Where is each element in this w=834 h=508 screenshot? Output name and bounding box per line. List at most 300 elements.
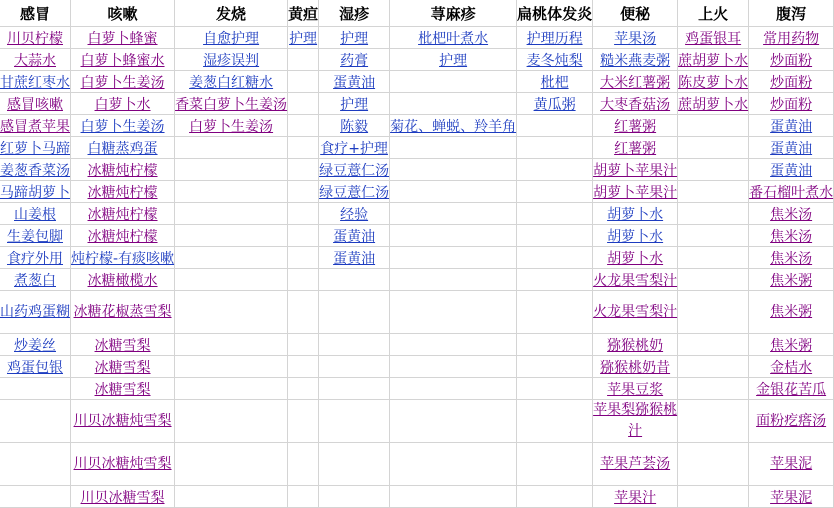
table-cell — [175, 71, 288, 93]
remedy-link[interactable]: 苹果豆浆 — [607, 381, 664, 398]
remedy-link[interactable]: 冰糖炖柠檬 — [87, 206, 158, 223]
remedy-link[interactable]: 白萝卜生姜汤 — [189, 118, 274, 135]
table-cell — [678, 486, 749, 508]
table-cell — [71, 356, 175, 378]
table-row — [0, 203, 834, 225]
remedy-link[interactable]: 马蹄胡萝卜 — [0, 184, 70, 201]
remedy-link[interactable]: 蛋黄油 — [333, 74, 376, 91]
table-cell — [288, 378, 319, 400]
table-cell — [390, 159, 517, 181]
remedy-link[interactable]: 胡萝卜苹果汁 — [593, 184, 678, 201]
remedy-link[interactable]: 冰糖花椒蒸雪梨 — [73, 303, 172, 320]
table-cell — [288, 400, 319, 443]
remedy-link[interactable]: 胡萝卜水 — [607, 206, 664, 223]
table-cell — [0, 49, 71, 71]
table-cell — [517, 378, 593, 400]
table-cell — [319, 291, 390, 334]
table-cell — [517, 334, 593, 356]
table-cell — [288, 27, 319, 49]
table-row — [0, 334, 834, 356]
table-row — [0, 269, 834, 291]
table-cell — [319, 203, 390, 225]
remedy-link[interactable]: 川贝冰糖雪梨 — [80, 489, 165, 506]
table-cell — [678, 49, 749, 71]
table-cell — [749, 181, 834, 203]
remedy-link[interactable]: 山药鸡蛋糊 — [0, 303, 70, 320]
remedy-link[interactable]: 煮葱白 — [14, 272, 56, 289]
table-cell — [593, 247, 678, 269]
remedy-link[interactable]: 金桔水 — [770, 359, 813, 376]
table-cell — [71, 93, 175, 115]
table-cell — [593, 71, 678, 93]
table-cell — [288, 181, 319, 203]
remedy-link[interactable]: 焦米汤 — [770, 228, 813, 245]
table-cell — [288, 203, 319, 225]
table-cell — [71, 49, 175, 71]
table-cell — [175, 115, 288, 137]
remedy-link[interactable]: 冰糖炖柠檬 — [87, 184, 158, 201]
table-row — [0, 378, 834, 400]
table-cell — [319, 115, 390, 137]
table-cell — [288, 71, 319, 93]
table-cell — [319, 93, 390, 115]
remedy-link[interactable]: 护理 — [340, 96, 369, 113]
table-cell — [749, 378, 834, 400]
table-cell — [175, 400, 288, 443]
table-cell — [319, 269, 390, 291]
table-cell — [319, 49, 390, 71]
remedy-link[interactable]: 焦米粥 — [770, 303, 813, 320]
table-cell — [517, 49, 593, 71]
table-cell — [71, 269, 175, 291]
table-cell — [288, 291, 319, 334]
remedy-link[interactable]: 湿疹误判 — [203, 52, 260, 69]
remedy-link[interactable]: 姜葱白红糖水 — [189, 74, 274, 91]
table-cell — [390, 291, 517, 334]
table-cell — [390, 181, 517, 203]
table-cell — [749, 71, 834, 93]
table-cell — [593, 291, 678, 334]
remedy-link[interactable]: 食疗外用 — [7, 250, 63, 267]
table-cell — [319, 181, 390, 203]
remedy-link[interactable]: 炒面粉 — [770, 96, 813, 113]
table-cell — [390, 137, 517, 159]
table-cell — [593, 137, 678, 159]
table-row — [0, 291, 834, 334]
table-cell — [678, 115, 749, 137]
table-cell — [593, 400, 678, 443]
table-cell — [749, 203, 834, 225]
remedy-link[interactable]: 面粉疙瘩汤 — [756, 412, 827, 429]
remedy-link[interactable]: 番石榴叶煮水 — [749, 184, 834, 201]
table-cell — [749, 49, 834, 71]
remedy-link[interactable]: 枇杷叶煮水 — [418, 30, 489, 47]
table-cell — [0, 93, 71, 115]
table-cell — [517, 400, 593, 443]
table-cell — [678, 247, 749, 269]
table-cell — [319, 356, 390, 378]
table-cell — [678, 356, 749, 378]
remedy-link[interactable]: 火龙果雪梨汁 — [593, 303, 678, 320]
remedy-link[interactable]: 川贝冰糖炖雪梨 — [73, 455, 172, 472]
remedy-link[interactable]: 护理历程 — [526, 30, 583, 47]
table-cell — [175, 225, 288, 247]
remedy-link[interactable]: 红萝卜马蹄 — [0, 140, 70, 157]
table-cell — [678, 269, 749, 291]
table-cell — [390, 400, 517, 443]
table-cell — [749, 159, 834, 181]
table-cell — [593, 356, 678, 378]
remedy-link[interactable]: 焦米粥 — [770, 272, 813, 289]
table-cell — [0, 181, 71, 203]
column-header: 咳嗽 — [71, 0, 175, 27]
remedy-link[interactable]: 大枣香菇汤 — [600, 96, 671, 113]
remedy-link[interactable]: 炒面粉 — [770, 52, 813, 69]
remedy-link[interactable]: 苹果泥 — [770, 489, 813, 506]
remedy-link[interactable]: 陈皮萝卜水 — [678, 74, 749, 91]
table-cell — [71, 137, 175, 159]
table-cell — [175, 49, 288, 71]
table-cell — [0, 269, 71, 291]
table-cell — [288, 159, 319, 181]
table-cell — [288, 334, 319, 356]
table-cell — [175, 443, 288, 486]
table-cell — [749, 334, 834, 356]
table-cell — [71, 334, 175, 356]
remedy-link[interactable]: 苹果梨猕猴桃汁 — [593, 402, 678, 439]
table-cell — [288, 247, 319, 269]
remedy-link[interactable]: 胡萝卜苹果汁 — [593, 162, 678, 179]
remedy-link[interactable]: 鸡蛋银耳 — [685, 30, 742, 47]
remedy-link[interactable]: 焦米粥 — [770, 337, 813, 354]
table-cell — [390, 334, 517, 356]
column-header: 扁桃体发炎 — [517, 0, 593, 27]
remedy-link[interactable]: 苹果泥 — [770, 455, 813, 472]
remedy-link[interactable]: 鸡蛋包银 — [7, 359, 63, 376]
table-cell — [749, 356, 834, 378]
remedy-link[interactable]: 冰糖雪梨 — [94, 359, 151, 376]
table-cell — [0, 159, 71, 181]
table-cell — [175, 93, 288, 115]
table-cell — [71, 247, 175, 269]
remedy-link[interactable]: 护理 — [289, 30, 318, 47]
table-row — [0, 137, 834, 159]
table-cell — [390, 71, 517, 93]
table-row — [0, 115, 834, 137]
table-cell — [175, 356, 288, 378]
table-cell — [593, 225, 678, 247]
table-cell — [517, 247, 593, 269]
table-cell — [678, 225, 749, 247]
remedy-link[interactable]: 苹果汁 — [614, 489, 657, 506]
table-cell — [175, 486, 288, 508]
table-cell — [288, 269, 319, 291]
remedy-link[interactable]: 白萝卜生姜汤 — [80, 118, 165, 135]
table-cell — [390, 27, 517, 49]
remedy-link[interactable]: 胡萝卜水 — [607, 250, 664, 267]
table-cell — [319, 334, 390, 356]
table-cell — [678, 181, 749, 203]
table-cell — [319, 225, 390, 247]
remedy-link[interactable]: 大蒜水 — [14, 52, 56, 69]
table-cell — [319, 27, 390, 49]
column-header: 感冒 — [0, 0, 71, 27]
table-cell — [390, 203, 517, 225]
table-cell — [390, 225, 517, 247]
table-cell — [593, 49, 678, 71]
remedy-link[interactable]: 猕猴桃奶 — [607, 337, 664, 354]
table-row — [0, 443, 834, 486]
table-row — [0, 27, 834, 49]
table-cell — [390, 486, 517, 508]
remedy-link[interactable]: 蛋黄油 — [333, 228, 376, 245]
table-cell — [71, 181, 175, 203]
remedy-link[interactable]: 冰糖炖柠檬 — [87, 162, 158, 179]
table-cell — [749, 269, 834, 291]
table-cell — [0, 291, 71, 334]
header-row — [0, 0, 834, 27]
table-cell — [71, 378, 175, 400]
table-cell — [593, 181, 678, 203]
remedy-link[interactable]: 冰糖橄榄水 — [87, 272, 158, 289]
remedy-link[interactable]: 白萝卜水 — [94, 96, 151, 113]
remedy-link[interactable]: 胡萝卜水 — [607, 228, 664, 245]
remedy-link[interactable]: 冰糖雪梨 — [94, 337, 151, 354]
table-cell — [749, 27, 834, 49]
remedy-link[interactable]: 绿豆薏仁汤 — [319, 184, 390, 201]
remedy-link[interactable]: 自愈护理 — [203, 30, 260, 47]
remedy-link[interactable]: 陈毅 — [340, 118, 369, 135]
remedy-link[interactable]: 川贝柠檬 — [7, 30, 63, 47]
table-cell — [319, 247, 390, 269]
table-cell — [517, 225, 593, 247]
table-cell — [749, 400, 834, 443]
table-cell — [319, 159, 390, 181]
table-cell — [0, 247, 71, 269]
remedy-link[interactable]: 白糖蒸鸡蛋 — [87, 140, 158, 157]
table-cell — [319, 400, 390, 443]
table-cell — [390, 378, 517, 400]
remedy-link[interactable]: 红薯粥 — [614, 118, 657, 135]
table-cell — [678, 443, 749, 486]
table-cell — [0, 356, 71, 378]
remedy-link[interactable]: 苹果芦荟汤 — [600, 455, 671, 472]
table-cell — [0, 137, 71, 159]
remedy-link[interactable]: 感冒咳嗽 — [7, 96, 63, 113]
table-cell — [517, 71, 593, 93]
remedy-link[interactable]: 火龙果雪梨汁 — [593, 272, 678, 289]
remedy-link[interactable]: 感冒煮苹果 — [0, 118, 70, 135]
table-cell — [288, 486, 319, 508]
table-cell — [678, 137, 749, 159]
remedy-link[interactable]: 山姜根 — [14, 206, 56, 223]
table-cell — [71, 71, 175, 93]
remedy-link[interactable]: 香菜白萝卜生姜汤 — [175, 96, 288, 113]
table-cell — [390, 356, 517, 378]
table-cell — [71, 486, 175, 508]
table-cell — [288, 225, 319, 247]
remedy-link[interactable]: 炒面粉 — [770, 74, 813, 91]
table-cell — [0, 225, 71, 247]
remedy-link[interactable]: 大米红薯粥 — [600, 74, 671, 91]
remedy-link[interactable]: 枇杷 — [540, 74, 569, 91]
table-cell — [749, 291, 834, 334]
remedy-link[interactable]: 菊花、蝉蜕、羚羊角 — [390, 118, 517, 135]
table-cell — [517, 291, 593, 334]
table-cell — [517, 486, 593, 508]
table-cell — [175, 291, 288, 334]
table-cell — [678, 400, 749, 443]
table-cell — [319, 486, 390, 508]
table-cell — [517, 181, 593, 203]
table-row — [0, 356, 834, 378]
remedy-link[interactable]: 护理 — [439, 52, 468, 69]
table-cell — [71, 203, 175, 225]
table-cell — [71, 443, 175, 486]
table-cell — [749, 137, 834, 159]
table-cell — [390, 49, 517, 71]
remedy-link[interactable]: 冰糖雪梨 — [94, 381, 151, 398]
remedy-link[interactable]: 姜葱香菜汤 — [0, 162, 70, 179]
remedy-link[interactable]: 蛋黄油 — [770, 162, 813, 179]
table-cell — [175, 203, 288, 225]
table-cell — [517, 93, 593, 115]
remedy-link[interactable]: 糙米燕麦粥 — [600, 52, 671, 69]
table-cell — [175, 159, 288, 181]
table-cell — [749, 93, 834, 115]
table-row — [0, 225, 834, 247]
table-cell — [517, 443, 593, 486]
column-header: 上火 — [678, 0, 749, 27]
remedy-link[interactable]: 金银花苦瓜 — [756, 381, 827, 398]
table-cell — [175, 334, 288, 356]
remedy-link[interactable]: 炒姜丝 — [14, 337, 56, 354]
table-cell — [288, 115, 319, 137]
remedy-link[interactable]: 白萝卜蜂蜜水 — [80, 52, 165, 69]
column-header: 腹泻 — [749, 0, 834, 27]
table-cell — [678, 291, 749, 334]
table-cell — [593, 203, 678, 225]
table-cell — [175, 378, 288, 400]
remedy-link[interactable]: 黄瓜粥 — [533, 96, 576, 113]
table-cell — [517, 137, 593, 159]
table-cell — [319, 137, 390, 159]
table-cell — [319, 378, 390, 400]
remedy-link[interactable]: 食疗+护理 — [320, 140, 388, 157]
table-cell — [71, 115, 175, 137]
remedy-link[interactable]: 焦米汤 — [770, 206, 813, 223]
remedy-link[interactable]: 蔗胡萝卜水 — [678, 52, 749, 69]
table-cell — [749, 225, 834, 247]
table-cell — [0, 203, 71, 225]
remedy-link[interactable]: 白萝卜蜂蜜 — [87, 30, 158, 47]
remedy-link[interactable]: 苹果汤 — [614, 30, 657, 47]
table-cell — [749, 115, 834, 137]
remedy-link[interactable]: 冰糖炖柠檬 — [87, 228, 158, 245]
table-cell — [390, 93, 517, 115]
table-cell — [288, 93, 319, 115]
table-row — [0, 181, 834, 203]
table-cell — [678, 203, 749, 225]
table-row — [0, 486, 834, 508]
table-cell — [288, 137, 319, 159]
table-cell — [678, 93, 749, 115]
table-cell — [288, 49, 319, 71]
remedy-link[interactable]: 蛋黄油 — [770, 118, 813, 135]
table-cell — [175, 181, 288, 203]
table-cell — [319, 71, 390, 93]
remedy-link[interactable]: 常用药物 — [763, 30, 820, 47]
remedy-link[interactable]: 麦冬炖梨 — [526, 52, 583, 69]
table-cell — [0, 486, 71, 508]
remedy-link[interactable]: 护理 — [340, 30, 369, 47]
remedy-link[interactable]: 绿豆薏仁汤 — [319, 162, 390, 179]
remedy-link[interactable]: 白萝卜生姜汤 — [80, 74, 165, 91]
remedy-link[interactable]: 猕猴桃奶昔 — [600, 359, 671, 376]
column-header: 便秘 — [593, 0, 678, 27]
remedy-link[interactable]: 炖柠檬-有痰咳嗽 — [71, 250, 175, 267]
table-cell — [517, 269, 593, 291]
column-header: 荨麻疹 — [390, 0, 517, 27]
column-header: 湿疹 — [319, 0, 390, 27]
table-cell — [749, 443, 834, 486]
table-cell — [390, 443, 517, 486]
table-cell — [0, 400, 71, 443]
table-row — [0, 400, 834, 443]
remedy-link[interactable]: 红薯粥 — [614, 140, 657, 157]
table-cell — [678, 27, 749, 49]
table-row — [0, 247, 834, 269]
table-cell — [517, 115, 593, 137]
table-cell — [593, 486, 678, 508]
table-cell — [0, 27, 71, 49]
table-cell — [593, 334, 678, 356]
table-cell — [749, 247, 834, 269]
remedy-link[interactable]: 蛋黄油 — [333, 250, 376, 267]
remedy-link[interactable]: 蛋黄油 — [770, 140, 813, 157]
table-cell — [593, 115, 678, 137]
remedy-link[interactable]: 川贝冰糖炖雪梨 — [73, 412, 172, 429]
table-cell — [678, 159, 749, 181]
table-row — [0, 49, 834, 71]
remedy-link[interactable]: 甘蔗红枣水 — [0, 74, 70, 91]
table-cell — [593, 269, 678, 291]
table-cell — [0, 443, 71, 486]
remedy-link[interactable]: 蔗胡萝卜水 — [678, 96, 749, 113]
table-cell — [593, 93, 678, 115]
table-cell — [678, 334, 749, 356]
table-cell — [175, 269, 288, 291]
table-row — [0, 159, 834, 181]
table-cell — [71, 291, 175, 334]
table-cell — [71, 159, 175, 181]
remedy-link[interactable]: 经验 — [340, 206, 369, 223]
table-cell — [319, 443, 390, 486]
table-cell — [593, 378, 678, 400]
remedy-link[interactable]: 生姜包脚 — [7, 228, 63, 245]
table-cell — [593, 27, 678, 49]
remedy-link[interactable]: 焦米汤 — [770, 250, 813, 267]
table-cell — [593, 443, 678, 486]
remedy-link[interactable]: 药膏 — [340, 52, 369, 69]
table-cell — [175, 27, 288, 49]
table-cell — [0, 115, 71, 137]
table-cell — [288, 356, 319, 378]
table-cell — [288, 443, 319, 486]
column-header: 发烧 — [175, 0, 288, 27]
column-header: 黄疸 — [288, 0, 319, 27]
table-cell — [0, 378, 71, 400]
